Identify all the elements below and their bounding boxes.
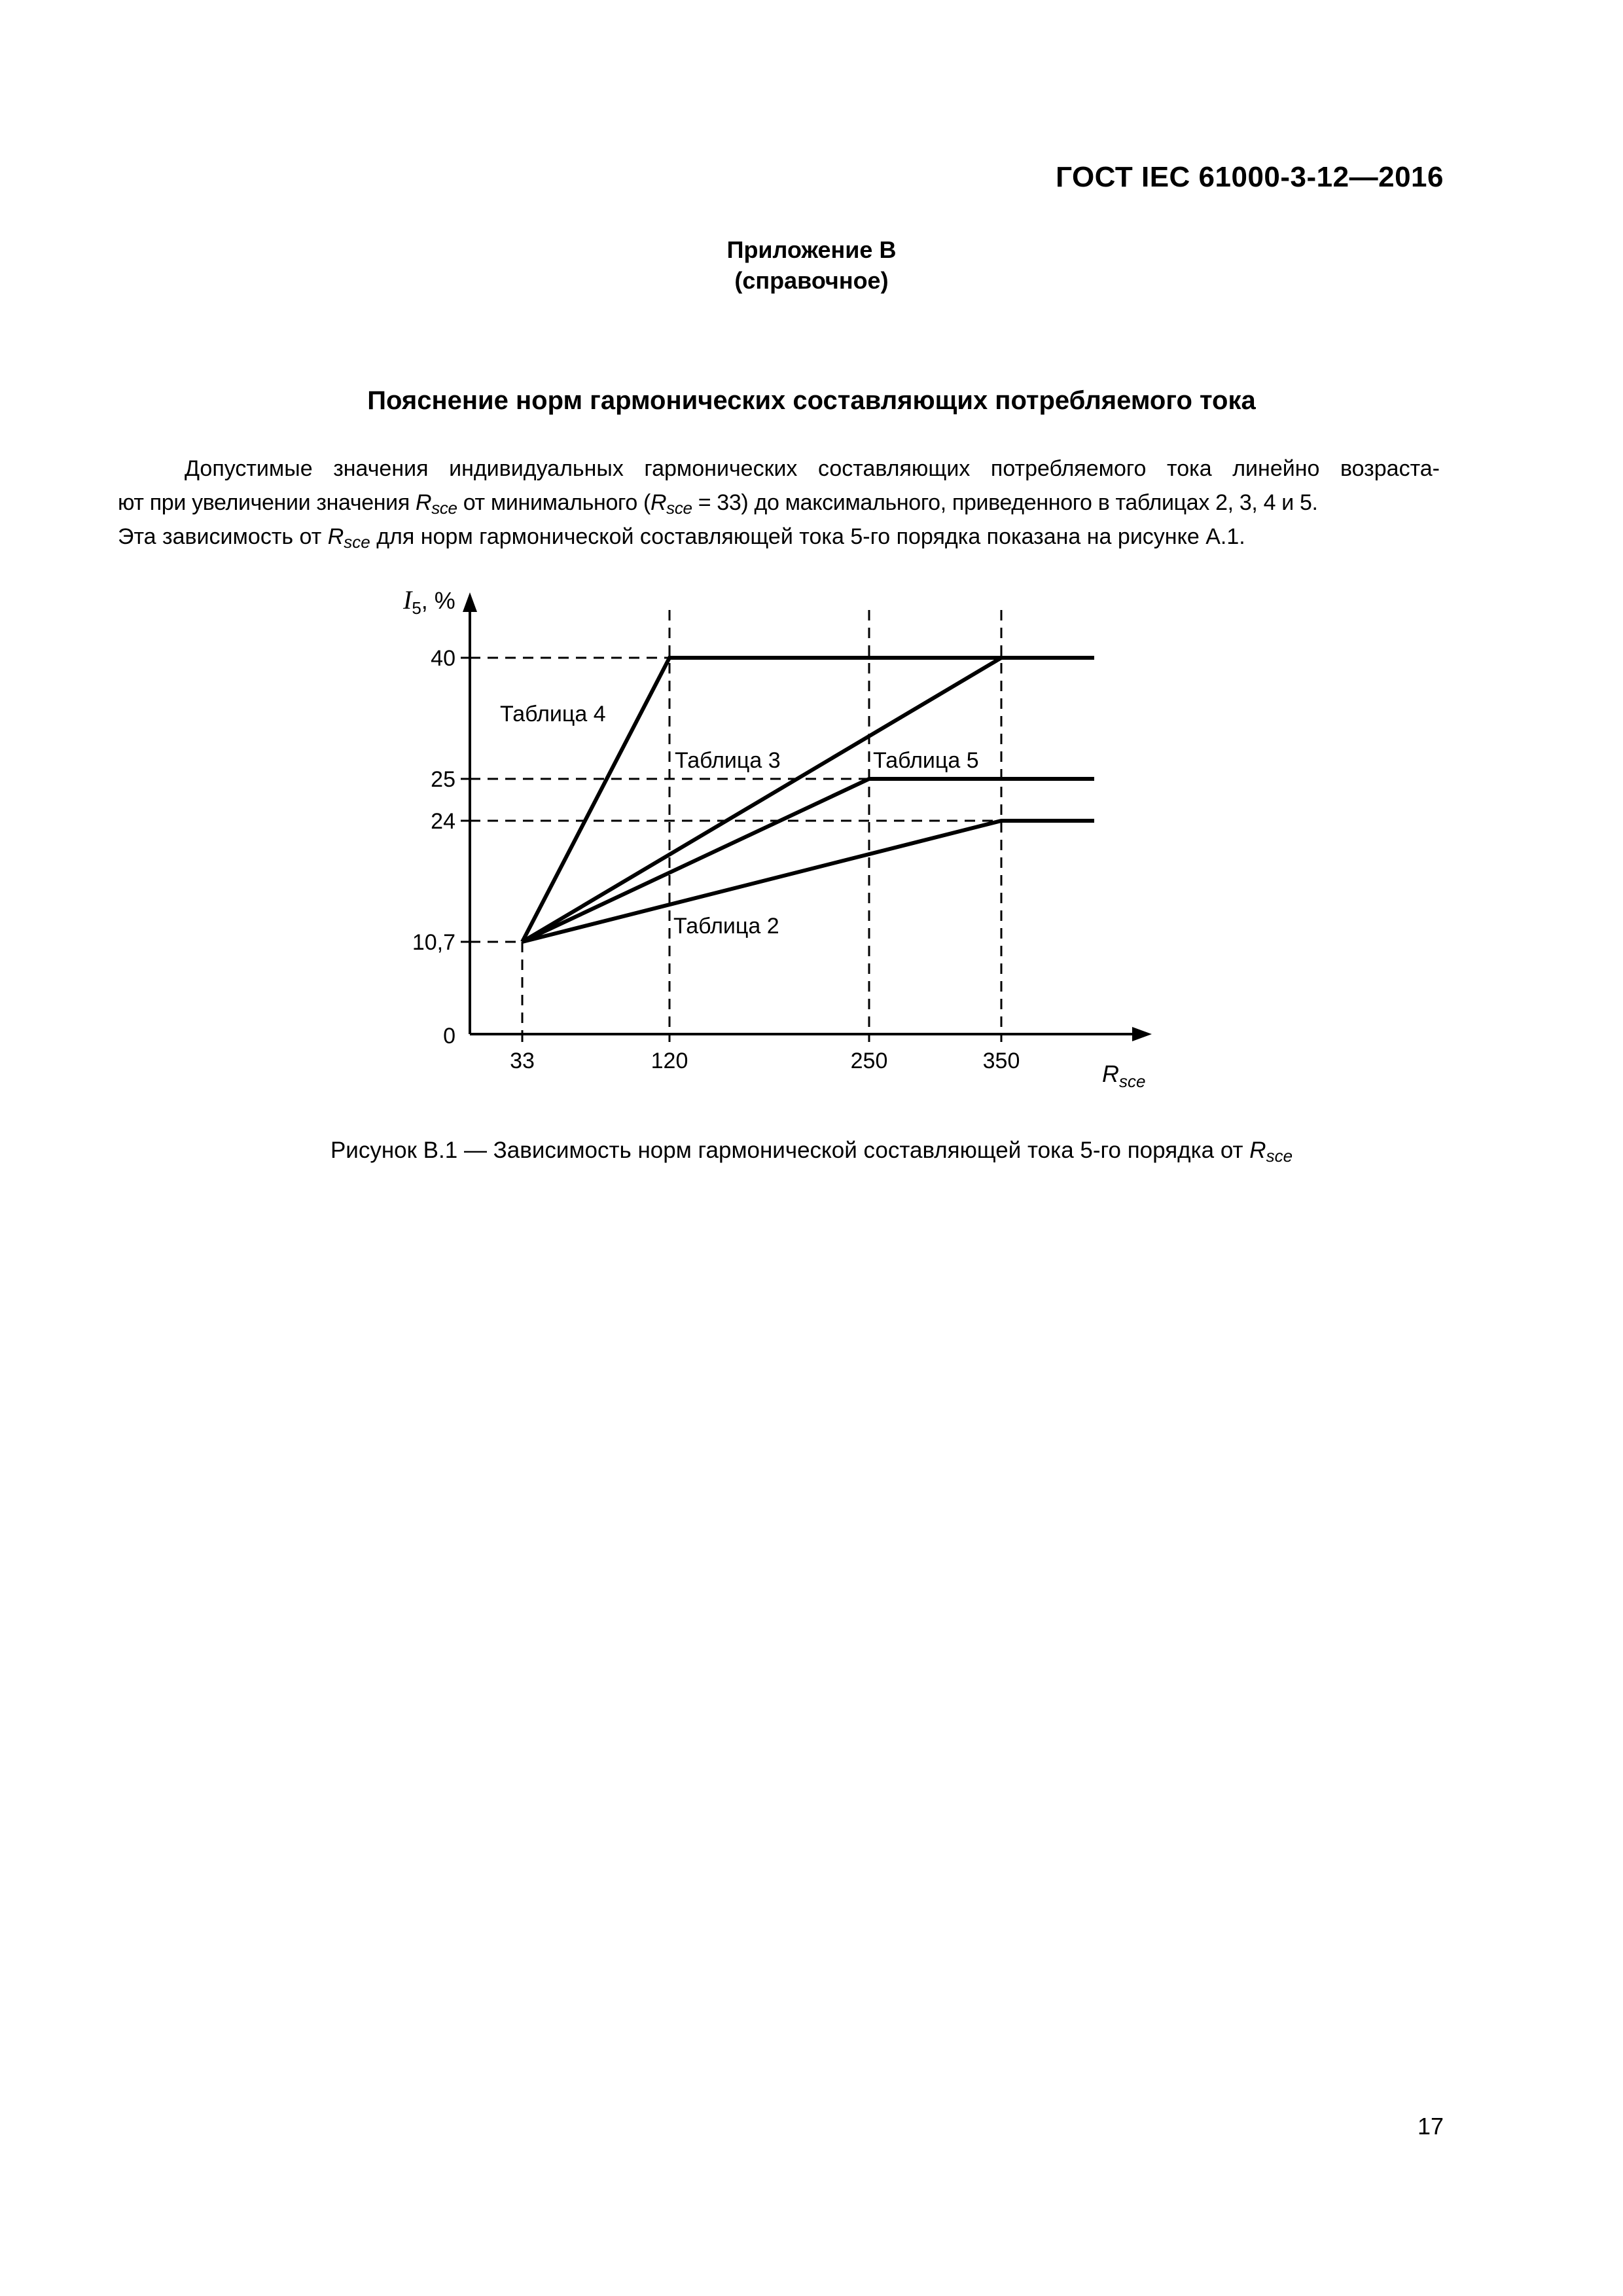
x-tick-label: 350 (982, 1049, 1020, 1073)
y-tick-label: 24 (431, 809, 455, 834)
r-subscript: sce (1266, 1146, 1293, 1166)
guide-lines (470, 610, 1001, 1034)
r-symbol: R (415, 490, 432, 515)
figure-caption (0, 1138, 1623, 1164)
paragraph-text: от минимального ( (457, 490, 651, 515)
r-symbol: R (327, 524, 344, 549)
chart-labels (402, 585, 1145, 1091)
series-line-1 (522, 658, 1094, 942)
paragraph-text: ют при увеличении значения (118, 490, 416, 515)
series-label-3: Таблица 5 (873, 748, 979, 773)
y-tick-label: 10,7 (412, 930, 455, 955)
series-label-4: Таблица 2 (673, 914, 779, 939)
paragraph-text: = 33) до максимального, приведенного в таблицах 2, 3, 4 и 5. (692, 490, 1318, 515)
series-label-1: Таблица 4 (500, 702, 606, 726)
x-tick-label: 33 (510, 1049, 535, 1073)
r-symbol: R (1249, 1138, 1266, 1163)
r-subscript: sce (666, 498, 692, 518)
series-line-2 (522, 658, 1094, 942)
y-axis-arrow (463, 592, 477, 612)
chart-axes (461, 592, 1152, 1042)
chart-series (522, 658, 1094, 942)
series-line-3 (522, 779, 1094, 942)
y-tick-label: 40 (431, 646, 455, 671)
r-symbol: R (650, 490, 667, 515)
appendix-label: Приложение В (726, 236, 897, 263)
caption-text: Рисунок В.1 — Зависимость норм гармонической составляющей тока 5-го порядка от (330, 1138, 1250, 1163)
section-title: Пояснение норм гармонических составляющих потребляемого тока (367, 386, 1256, 415)
figure-chart (0, 0, 1623, 1126)
r-subscript: sce (431, 498, 457, 518)
page-number: 17 (1417, 2113, 1444, 2140)
x-axis-arrow (1132, 1027, 1152, 1041)
y-tick-label: 25 (431, 767, 455, 792)
x-tick-label: 250 (850, 1049, 888, 1073)
r-subscript: sce (344, 532, 370, 552)
x-tick-label: 120 (651, 1049, 688, 1073)
paragraph-text: Эта зависимость от (118, 524, 328, 549)
appendix-type: (справочное) (734, 267, 889, 294)
paragraph-line-1: Допустимые значения индивидуальных гармонических составляющих потребляемого тока линейно возраста- (185, 456, 1440, 481)
series-label-2: Таблица 3 (675, 748, 781, 773)
document-header: ГОСТ IEC 61000-3-12—2016 (1056, 161, 1444, 193)
series-line-4 (522, 821, 1094, 942)
origin-label: 0 (443, 1024, 455, 1049)
paragraph-text: для норм гармонической составляющей тока 5-го порядка показана на рисунке А.1. (370, 524, 1245, 549)
y-axis-title: $I_5$, % (403, 585, 455, 618)
x-axis-title: $R_{sce}$ (1102, 1060, 1146, 1091)
